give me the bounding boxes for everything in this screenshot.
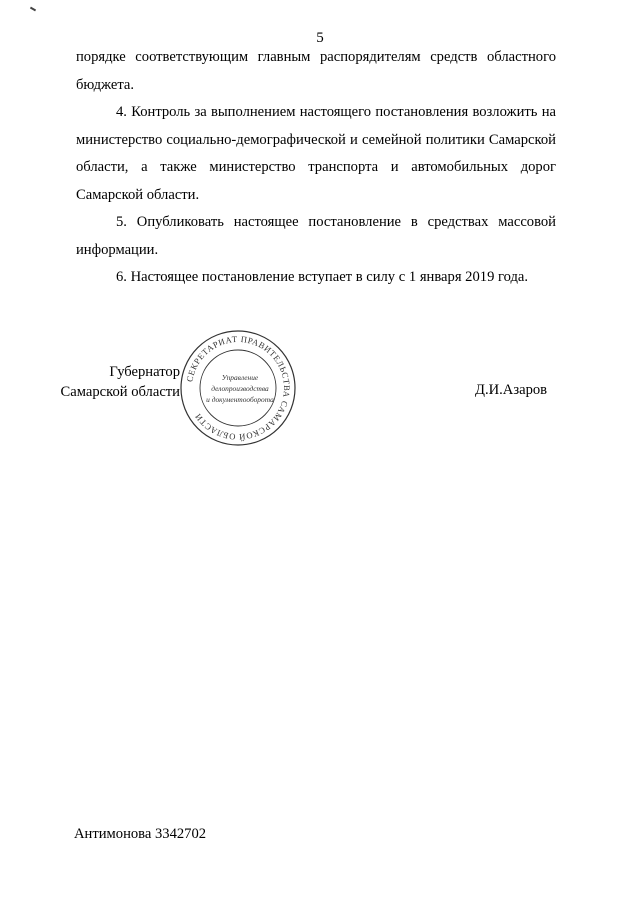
executor-footer: Антимонова 3342702	[74, 826, 207, 842]
signatory-title-line1: Губернатор	[109, 364, 180, 380]
paragraph-continuation: порядке соответствующим главным распорядителям средств областного бюджета.	[76, 49, 556, 93]
stamp-center-line1: Управление	[221, 373, 259, 382]
official-stamp	[178, 328, 298, 448]
page-number: 5	[316, 30, 324, 46]
stamp-center-line3: и документооборота	[206, 395, 274, 404]
paragraph-5: 5. Опубликовать настоящее постановление в средствах массовой информации.	[76, 214, 556, 258]
stamp-ring-text: СЕКРЕТАРИАТ ПРАВИТЕЛЬСТВА САМАРСКОЙ ОБЛАСТИ	[184, 333, 293, 443]
scan-mark	[30, 7, 36, 12]
signatory-title	[20, 362, 180, 402]
stamp-center-line2: делопроизводства	[211, 384, 269, 393]
paragraph-6: 6. Настоящее постановление вступает в силу с 1 января 2019 года.	[116, 269, 529, 285]
stamp-graphic	[178, 328, 298, 448]
signatory-title-line2: Самарской области	[60, 384, 180, 400]
paragraph-4: 4. Контроль за выполнением настоящего постановления возложить на министерство социально-демографической и семейной политики Самарской области, а также министерство транспорта и автомобильных дорог Самарской области.	[76, 104, 556, 203]
signatory-name: Д.И.Азаров	[475, 382, 548, 398]
